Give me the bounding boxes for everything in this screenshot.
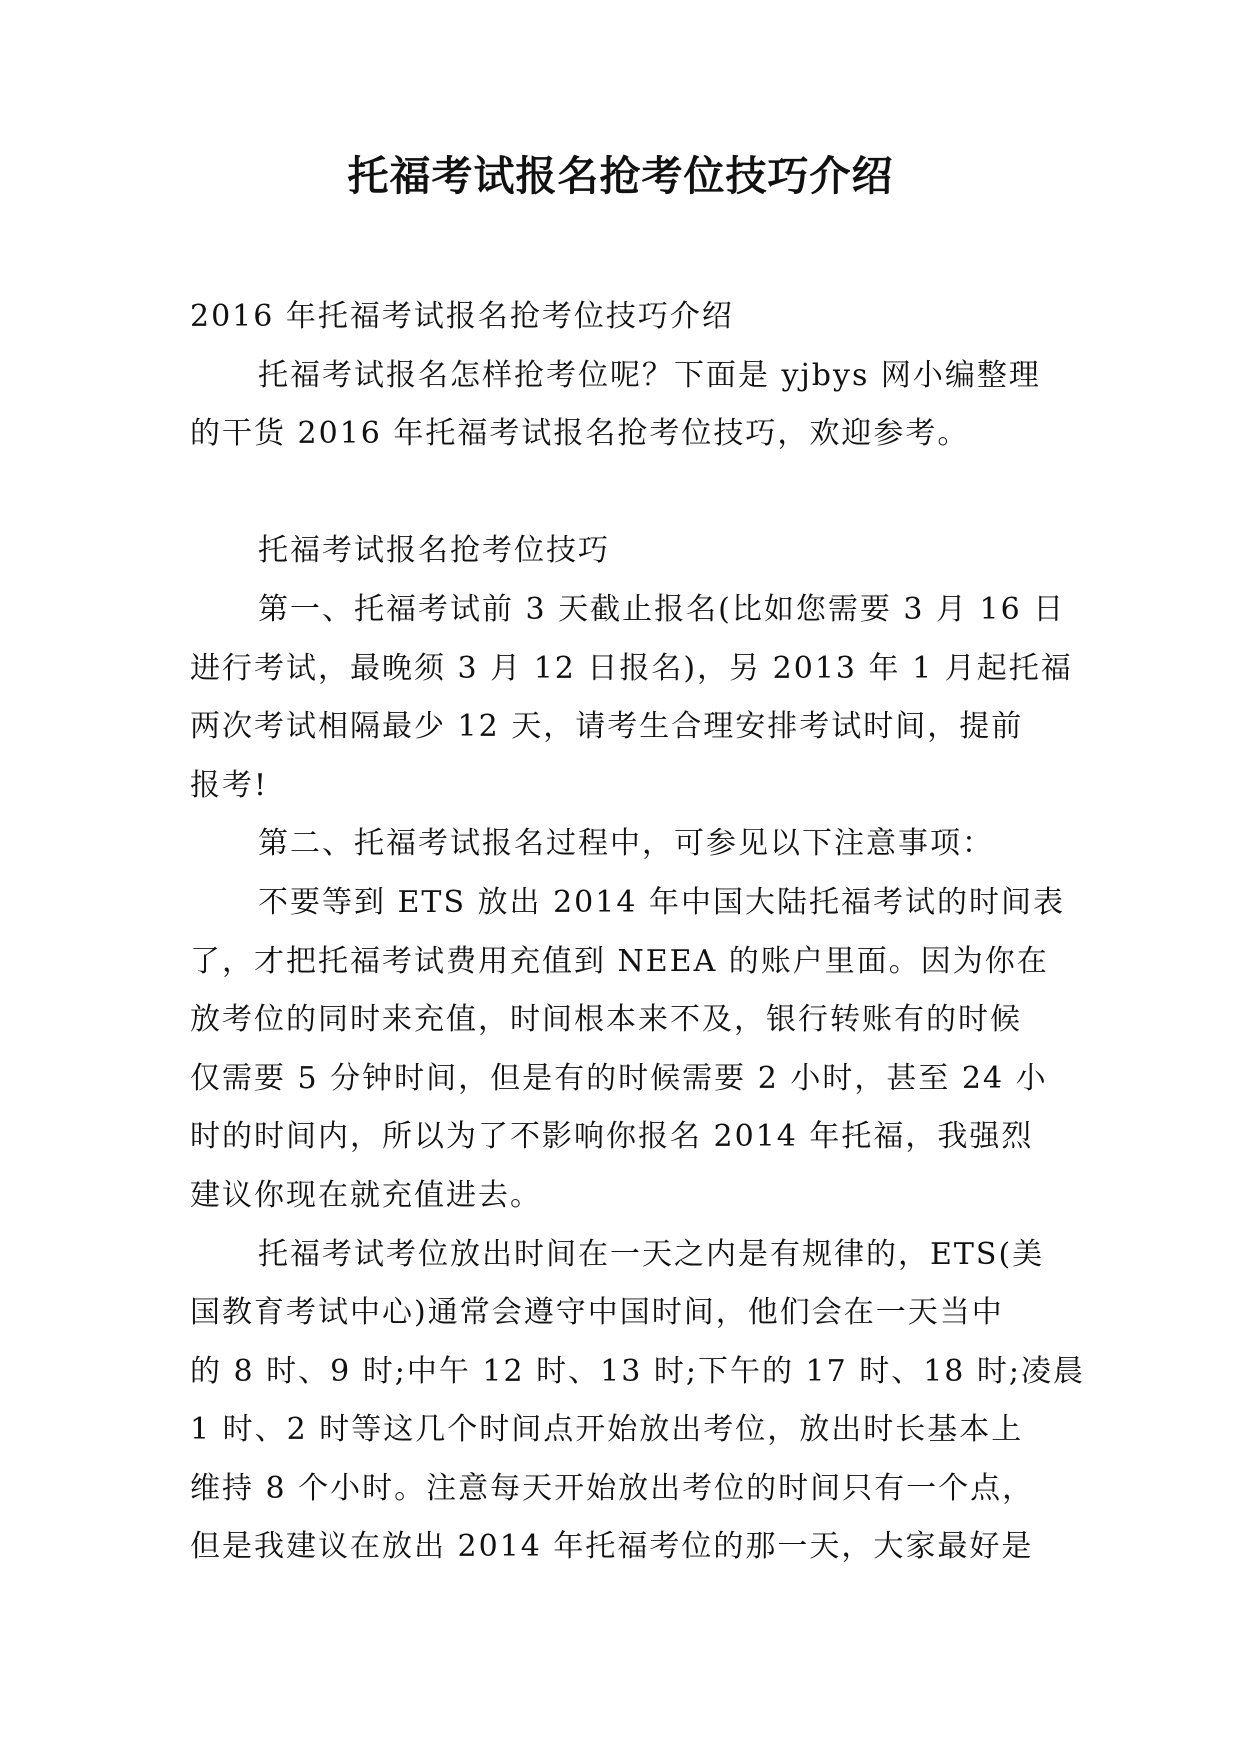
text-line: 放考位的同时来充值，时间根本来不及，银行转账有的时候 xyxy=(190,1002,1022,1038)
text-line: 建议你现在就充值进去。 xyxy=(190,1177,542,1213)
text-line: 托福考试考位放出时间在一天之内是有规律的，ETS(美 xyxy=(258,1236,1045,1272)
text-line: 的干货 2016 年托福考试报名抢考位技巧，欢迎参考。 xyxy=(190,416,970,452)
text-line: 托福考试报名怎样抢考位呢？下面是 yjbys 网小编整理 xyxy=(258,357,1041,393)
text-line: 仅需要 5 分钟时间，但是有的时候需要 2 小时，甚至 24 小 xyxy=(190,1060,1048,1096)
text-line: 时的时间内，所以为了不影响你报名 2014 年托福，我强烈 xyxy=(190,1119,1034,1155)
text-line: 的 8 时、9 时;中午 12 时、13 时;下午的 17 时、18 时;凌晨 xyxy=(190,1353,1086,1389)
text-line: 两次考试相隔最少 12 天，请考生合理安排考试时间，提前 xyxy=(190,709,1024,745)
text-line: 国教育考试中心)通常会遵守中国时间，他们会在一天当中 xyxy=(190,1295,1004,1331)
text-line: 进行考试，最晚须 3 月 12 日报名)，另 2013 年 1 月起托福 xyxy=(190,650,1073,686)
text-line: 了，才把托福考试费用充值到 NEEA 的账户里面。因为你在 xyxy=(190,943,1049,979)
page-title: 托福考试报名抢考位技巧介绍 xyxy=(347,152,894,200)
text-line: 2016 年托福考试报名抢考位技巧介绍 xyxy=(190,299,734,334)
text-line: 报考! xyxy=(190,767,269,803)
text-line: 第二、托福考试报名过程中，可参见以下注意事项： xyxy=(258,826,994,862)
document-body xyxy=(190,288,1086,1577)
section-heading: 托福考试报名抢考位技巧 xyxy=(258,533,610,569)
text-line: 1 时、2 时等这几个时间点开始放出考位，放出时长基本上 xyxy=(190,1412,1024,1448)
text-line: 第一、托福考试前 3 天截止报名(比如您需要 3 月 16 日 xyxy=(258,591,1066,627)
text-line: 维持 8 个小时。注意每天开始放出考位的时间只有一个点， xyxy=(190,1470,1035,1506)
text-line: 但是我建议在放出 2014 年托福考位的那一天，大家最好是 xyxy=(190,1529,1034,1565)
blank-line xyxy=(190,464,1050,523)
text-line: 不要等到 ETS 放出 2014 年中国大陆托福考试的时间表 xyxy=(258,884,1065,920)
